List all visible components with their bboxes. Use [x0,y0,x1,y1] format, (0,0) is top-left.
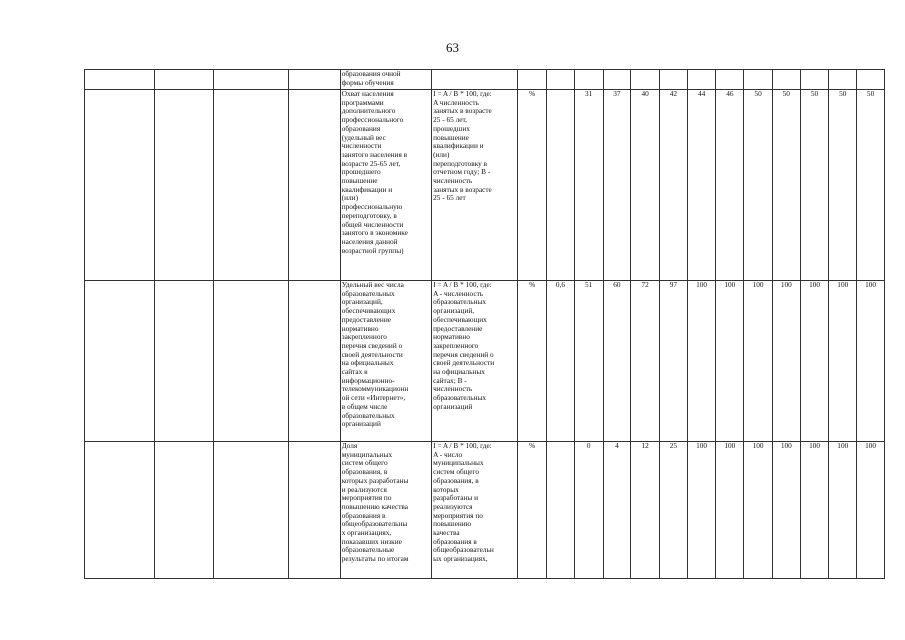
value-cell: 97 [660,281,688,442]
value-cell [631,70,660,90]
value-cell: 50 [744,90,773,281]
value-cell [772,70,800,90]
indicator-formula: I = A / B * 100, где: A - число муниципальных систем общего образования, в которых разработаны и реализуются мероприятия по повышению качества образования в общеобразовательн ых организациях, [432,442,518,579]
value-cell: 100 [800,442,829,579]
value-cell: 100 [857,281,885,442]
table-row [85,70,885,90]
value-cell [574,70,603,90]
unit-cell [518,70,547,90]
value-cell: 100 [772,281,800,442]
empty-cell [85,442,155,579]
value-cell: 100 [687,281,716,442]
value-cell: 100 [800,281,829,442]
empty-cell [154,442,214,579]
table-row [85,442,885,579]
empty-cell [289,90,340,281]
empty-cell [85,70,155,90]
empty-cell [214,281,289,442]
value-cell [603,70,631,90]
value-cell [857,70,885,90]
value-cell [716,70,744,90]
empty-cell [214,442,289,579]
value-cell: 100 [829,442,857,579]
value-cell: 50 [829,90,857,281]
value-cell: 0,6 [547,281,575,442]
value-cell [547,70,575,90]
indicator-table [84,69,885,579]
value-cell: 31 [574,90,603,281]
value-cell [660,70,688,90]
value-cell: 100 [716,442,744,579]
unit-cell: % [518,281,547,442]
empty-cell [289,70,340,90]
empty-cell [85,90,155,281]
value-cell: 100 [829,281,857,442]
value-cell [547,90,575,281]
value-cell: 42 [660,90,688,281]
indicator-description: Удельный вес числа образовательных организаций, обеспечивающих предоставление нормативно закрепленного перечня сведений о своей деятельности на официальных сайтах в информационно- телекоммуникационн ой сети «Интернет», в общем числе образовательных организаций [340,281,431,442]
value-cell: 12 [631,442,660,579]
table-row [85,90,885,281]
value-cell: 100 [716,281,744,442]
value-cell: 4 [603,442,631,579]
value-cell: 50 [800,90,829,281]
table-row [85,281,885,442]
value-cell: 100 [772,442,800,579]
value-cell: 44 [687,90,716,281]
empty-cell [154,70,214,90]
value-cell [547,442,575,579]
empty-cell [214,90,289,281]
value-cell: 100 [744,281,773,442]
value-cell [829,70,857,90]
value-cell [744,70,773,90]
empty-cell [289,281,340,442]
value-cell: 72 [631,281,660,442]
indicator-formula: I = A / B * 100, где: A численность занятых в возрасте 25 - 65 лет, прошедших повышение квалификации и (или) переподготовку в отчетном году; B - численность занятых в возрасте 25 - 65 лет [432,90,518,281]
empty-cell [289,442,340,579]
empty-cell [154,281,214,442]
empty-cell [214,70,289,90]
value-cell: 51 [574,281,603,442]
value-cell: 60 [603,281,631,442]
value-cell [800,70,829,90]
value-cell: 46 [716,90,744,281]
empty-cell [154,90,214,281]
value-cell: 50 [857,90,885,281]
indicator-formula: I = A / B * 100, где: A - численность образовательных организаций, обеспечивающих предоставление нормативно закрепленного перечня сведений о своей деятельности на официальных сайтах; B - численность образовательных организаций [432,281,518,442]
value-cell: 40 [631,90,660,281]
value-cell: 25 [660,442,688,579]
unit-cell: % [518,90,547,281]
value-cell: 37 [603,90,631,281]
indicator-description: Охват населения программами дополнительного профессионального образования (удельный вес численности занятого населения в возрасте 25-65 лет, прошедшего повышение квалификации и (или) профессиональную переподготовку, в общей численности занятого в экономике населения данной возрастной группы) [340,90,431,281]
value-cell: 100 [857,442,885,579]
value-cell: 50 [772,90,800,281]
indicator-description: Доля муниципальных систем общего образования, в которых разработаны и реализуются мероприятия по повышению качества образования в общеобразовательны х организациях, показавших низкие образовательные результаты по итогам [340,442,431,579]
indicator-description: образования очной формы обучения [340,70,431,90]
value-cell: 100 [687,442,716,579]
page-number: 63 [446,40,459,55]
value-cell: 0 [574,442,603,579]
value-cell [687,70,716,90]
value-cell: 100 [744,442,773,579]
indicator-formula [432,70,518,90]
empty-cell [85,281,155,442]
unit-cell: % [518,442,547,579]
